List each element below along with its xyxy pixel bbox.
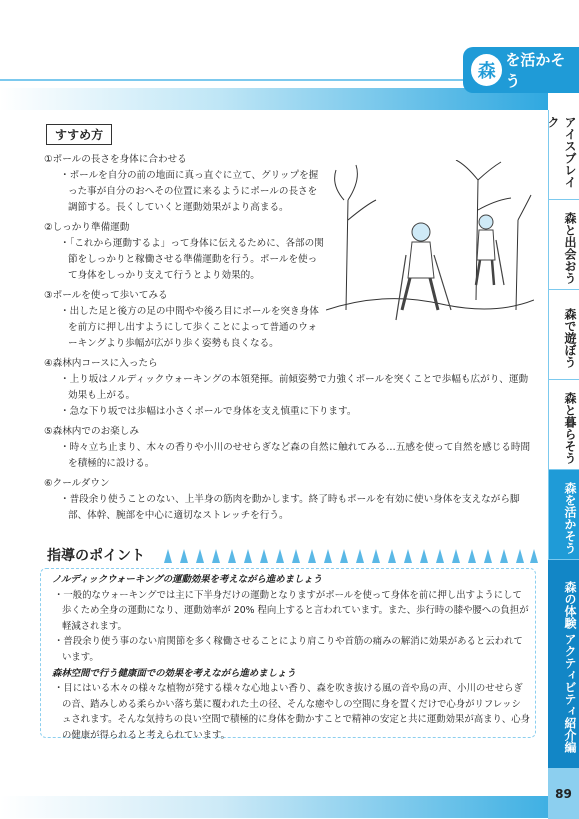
point-title: 指導のポイント [47, 548, 145, 564]
step-text: ・急な下り坂では歩幅は小さくポールで身体を支え慎重に下ります。 [60, 406, 357, 417]
step-text: ・ポールを自分の前の地面に真っ直ぐに立て、グリップを握った事が自分のおへその位置に来るようにポールの長さを調節する。長くしていくと運動効果がより高まる。 [60, 170, 319, 213]
tree-row-decoration [160, 547, 538, 563]
step [44, 424, 536, 472]
step-head: ④森林内コースに入ったら [44, 358, 158, 369]
step-text: ・出した足と後方の足の中間やや後ろ目にポールを突き身体を前方に押し出すようにして歩くことによって普通のウォーキングより歩幅が広がり歩く姿勢も良くなる。 [60, 306, 319, 349]
point-subhead: 森林空間で行う健康面での効果を考えながら進めましょう [52, 667, 296, 679]
point-item: ・一般的なウォーキングでは主に下半身だけの運動となりますがポールを使って身体を前に押し出すようにして歩くため全身の運動になり、運動効率が 20% 程向上すると言われています。また、歩行時の膝や腰への負担が軽減されます。 [54, 589, 529, 632]
tab-play-forest[interactable]: 森で遊ぼう [548, 290, 579, 380]
badge-text: を活かそう [505, 51, 566, 90]
tab-live-forest[interactable]: 森と暮らそう [548, 380, 579, 470]
section-title: すすめ方 [46, 124, 112, 145]
page-number: 89 [548, 768, 579, 819]
step-text: ・普段余り使うことのない、上半身の筋肉を動かします。終了時もポールを有効に使い身体を支えながら脚部、体幹、腕部を中心に適切なストレッチを行う。 [60, 494, 520, 521]
header-bar [0, 88, 548, 110]
footer-bar [0, 796, 548, 818]
tab-use-forest[interactable]: 森を活かそう [548, 470, 579, 560]
step [44, 356, 536, 420]
step-head: ②しっかり準備運動 [44, 222, 130, 233]
step-head: ①ポールの長さを身体に合わせる [44, 154, 187, 165]
step-text: ・「これから運動するよ」って身体に伝えるために、各部の関節をしっかりと稼働させる準備運動を行う。ポールを使って身体をしっかり支えて行うとより効果的。 [60, 238, 324, 281]
tab-icebreak[interactable]: アイスブレイク [548, 110, 579, 200]
step [44, 152, 324, 216]
step-text: ・時々立ち止まり、木々の香りや小川のせせらぎなど森の自然に触れてみる…五感を使って自然を感じる時間を積極的に設ける。 [60, 442, 531, 469]
step [44, 220, 324, 284]
step [44, 288, 324, 352]
point-item: ・普段余り使う事のない肩関節を多く稼働させることにより肩こりや首筋の痛みの解消に効果があると云われています。 [54, 636, 523, 663]
step-head: ③ポールを使って歩いてみる [44, 290, 168, 301]
step-text: ・上り坂はノルディックウォーキングの本領発揮。前傾姿勢で力強くポールを突くことで歩幅も広がり、運動効果も上がる。 [60, 374, 529, 401]
step [44, 476, 536, 524]
nordic-walking-illustration [326, 160, 534, 330]
point-item: ・目にはいる木々の様々な植物が発する様々な心地よい香り、森を吹き抜ける風の音や鳥の声、小川のせせらぎの音、踏みしめる柔らかい落ち葉に覆われた土の径、そんな癒やしの空間に身を置くだけで心身がリフレッシュされます。そんな気持ちの良い空間で積極的に身体を動かすことで精神の安定と共に運動効果が高まり、心身の健康が得られると考えられています。 [54, 683, 531, 741]
badge-circle: 森 [471, 54, 502, 86]
step-head: ⑥クールダウン [44, 478, 110, 489]
step-head: ⑤森林内でのお楽しみ [44, 426, 139, 437]
tab-activity-intro[interactable]: 森の体験 アクティビティ紹介編 [548, 560, 579, 768]
tab-meet-forest[interactable]: 森と出会おう [548, 200, 579, 290]
sidebar-tabs [548, 110, 579, 768]
point-subhead: ノルディックウォーキングの運動効果を考えながら進めましょう [52, 574, 323, 585]
section-badge [463, 47, 579, 93]
point-text [52, 572, 530, 744]
